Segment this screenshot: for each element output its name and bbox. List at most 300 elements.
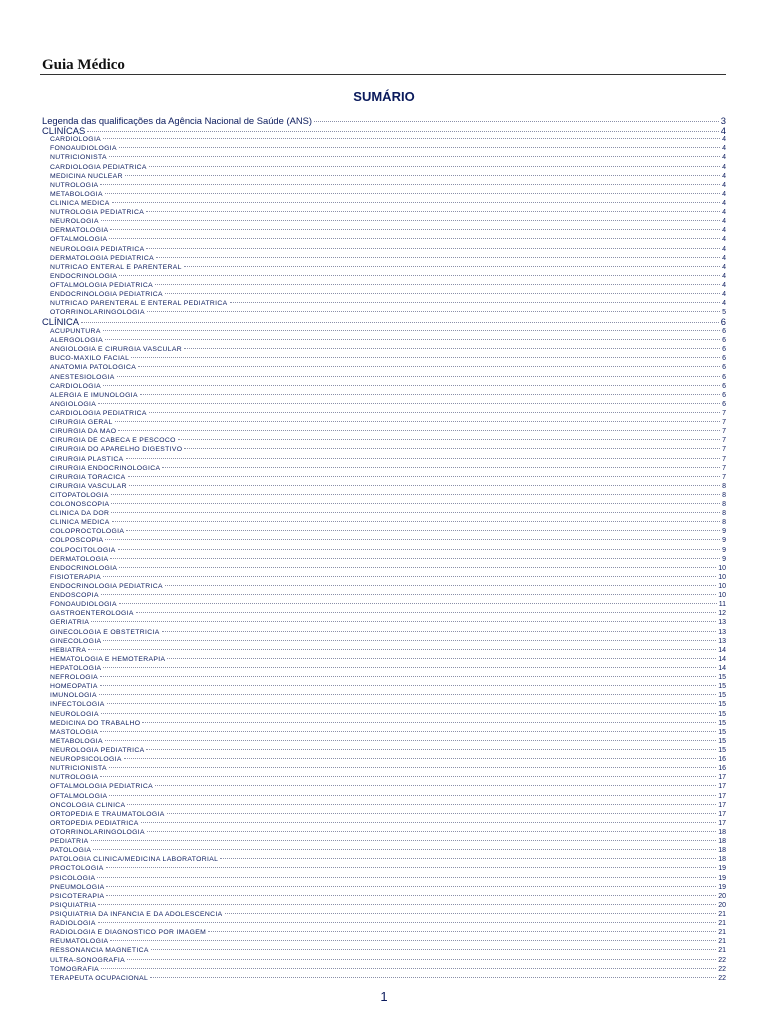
toc-entry-label: CLÍNICA [42,316,79,328]
toc-entry-page-number: 14 [718,665,726,673]
toc-entry-label: NUTRICAO PARENTERAL E ENTERAL PEDIATRICA [50,300,228,308]
toc-entry[interactable] [42,773,726,782]
toc-entry[interactable] [42,555,726,564]
dot-leader [155,785,716,786]
dot-leader [167,658,716,659]
toc-entry[interactable] [42,892,726,901]
toc-entry[interactable] [42,764,726,773]
toc-entry-label: DERMATOLOGIA PEDIATRICA [50,254,154,262]
toc-entry-label: CLINICA MEDICA [50,519,110,527]
dot-leader [165,293,720,294]
toc-entry[interactable] [42,272,726,281]
toc-entry-label: ANATOMIA PATOLOGICA [50,364,137,372]
toc-entry-page-number: 15 [718,747,726,754]
toc-entry[interactable] [42,427,726,436]
dot-leader [118,430,720,431]
document-title: SUMÁRIO [353,89,415,104]
toc-entry[interactable] [42,956,726,965]
toc-entry-label: OFTALMOLOGIA [50,236,108,244]
dot-leader [165,585,716,586]
toc-entry-page-number: 4 [722,300,726,308]
toc-entry-label: FISIOTERAPIA [50,573,102,581]
toc-entry-label: NEUROLOGIA [50,710,99,718]
toc-entry-label: NUTRICIONISTA [50,765,107,773]
toc-entry-page-number: 18 [718,838,726,846]
toc-entry[interactable] [42,646,726,655]
dot-leader [136,612,716,613]
toc-entry[interactable] [42,418,726,427]
toc-entry[interactable] [42,281,726,290]
toc-entry-label: TERAPEUTA OCUPACIONAL [50,974,149,982]
toc-entry[interactable] [42,846,726,855]
dot-leader [97,877,716,878]
toc-entry-page-number: 7 [722,473,726,481]
dot-leader [126,530,720,531]
toc-entry[interactable] [42,308,726,317]
toc-entry-label: Legenda das qualificações da Agência Nacional de Saúde (ANS) [42,115,312,126]
toc-entry-label: CIRURGIA ENDOCRINOLOGICA [50,464,161,472]
toc-entry-page-number: 4 [722,136,726,144]
toc-entry-label: NEFROLOGIA [50,674,99,682]
dot-leader [150,977,716,978]
dot-leader [101,594,716,595]
toc-entry-page-number: 4 [722,209,726,217]
toc-section-entry[interactable] [42,126,726,136]
toc-section-entry[interactable] [42,116,726,126]
toc-entry[interactable] [42,536,726,545]
toc-entry-label: NEUROLOGIA [50,218,99,226]
toc-entry[interactable] [42,710,726,719]
toc-entry-page-number: 6 [722,346,726,354]
toc-entry-page-number: 19 [718,874,726,882]
dot-leader [111,512,720,513]
toc-entry-label: CARDIOLOGIA [50,382,102,390]
toc-entry[interactable] [42,163,726,172]
toc-entry[interactable] [42,199,726,208]
toc-entry-label: GINECOLOGIA [50,637,102,645]
toc-entry[interactable] [42,409,726,418]
dot-leader [105,740,716,741]
toc-entry-page-number: 8 [722,510,726,518]
toc-entry[interactable] [42,910,726,919]
toc-entry-page-number: 13 [718,619,726,627]
toc-entry-label: ANESTESIOLOGIA [50,373,115,381]
toc-entry-label: PSICOTERAPIA [50,892,105,900]
toc-entry-page-number: 4 [722,272,726,280]
toc-entry-label: MASTOLOGIA [50,728,99,736]
toc-entry-page-number: 10 [718,573,726,581]
toc-entry[interactable] [42,527,726,536]
dot-leader [100,731,716,732]
toc-entry[interactable] [42,153,726,162]
dot-leader [208,931,716,932]
toc-entry-label: CARDIOLOGIA [50,136,102,144]
toc-entry-page-number: 15 [718,683,726,691]
toc-entry-label: REUMATOLOGIA [50,938,109,946]
dot-leader [119,147,720,148]
toc-entry-label: ALERGOLOGIA [50,337,103,345]
dot-leader [162,631,717,632]
header-divider [40,74,726,75]
dot-leader [109,238,720,239]
dot-leader [105,539,720,540]
toc-entry[interactable] [42,172,726,181]
dot-leader [100,685,716,686]
dot-leader [101,220,720,221]
toc-entry[interactable] [42,600,726,609]
toc-entry[interactable] [42,455,726,464]
dot-leader [129,485,720,486]
toc-entry[interactable] [42,819,726,828]
toc-entry-page-number: 15 [718,701,726,709]
toc-entry[interactable] [42,354,726,363]
dot-leader [115,421,720,422]
toc-entry-label: NEUROPSICOLOGIA [50,756,122,764]
toc-entry-page-number: 9 [722,528,726,536]
dot-leader [103,667,716,668]
toc-entry-label: OTORRINOLARINGOLOGIA [50,828,145,836]
toc-entry[interactable] [42,974,726,983]
dot-leader [103,138,720,139]
toc-entry-page-number: 17 [718,774,726,782]
header-title: Guia Médico [42,57,125,73]
toc-entry-label: CIRURGIA DA MAO [50,428,117,436]
toc-entry[interactable] [42,445,726,454]
toc-entry[interactable] [42,919,726,928]
toc-entry-page-number: 4 [722,181,726,189]
toc-entry-page-number: 14 [718,646,726,654]
toc-entry[interactable] [42,691,726,700]
dot-leader [98,904,716,905]
toc-entry-page-number: 15 [718,710,726,718]
dot-leader [106,867,717,868]
toc-entry-page-number: 18 [718,828,726,836]
toc-entry-page-number: 16 [718,756,726,764]
toc-entry-label: FONOAUDIOLOGIA [50,145,117,153]
toc-entry-page-number: 9 [722,546,726,554]
toc-entry-page-number: 7 [722,437,726,445]
toc-entry-label: CIRURGIA VASCULAR [50,482,127,490]
toc-entry[interactable] [42,181,726,190]
dot-leader [112,202,720,203]
dot-leader [110,558,720,559]
toc-entry-page-number: 12 [718,610,726,618]
toc-entry[interactable] [42,837,726,846]
toc-entry-page-number: 22 [718,965,726,973]
toc-entry[interactable] [42,901,726,910]
dot-leader [105,339,720,340]
toc-entry-page-number: 15 [718,737,726,745]
toc-entry-label: NUTROLOGIA [50,774,99,782]
dot-leader [81,322,719,323]
toc-entry-label: GASTROENTEROLOGIA [50,610,134,618]
toc-entry-label: CIRURGIA DE CABECA E PESCOCO [50,437,176,445]
toc-entry-label: METABOLOGIA [50,737,103,745]
dot-leader [101,968,716,969]
toc-entry[interactable] [42,782,726,791]
toc-entry[interactable] [42,263,726,272]
dot-leader [105,193,720,194]
dot-leader [140,394,720,395]
toc-entry-label: CIRURGIA GERAL [50,419,113,427]
toc-entry[interactable] [42,208,726,217]
dot-leader [131,357,720,358]
toc-entry[interactable] [42,937,726,946]
toc-entry-label: PEDIATRIA [50,838,89,846]
toc-entry[interactable] [42,801,726,810]
toc-entry-page-number: 9 [722,537,726,545]
dot-leader [184,448,720,449]
dot-leader [167,813,717,814]
toc-entry-page-number: 8 [722,501,726,509]
toc-entry[interactable] [42,810,726,819]
toc-entry-label: ENDOCRINOLOGIA PEDIATRICA [50,583,163,591]
toc-entry-label: MEDICINA DO TRABALHO [50,719,141,727]
toc-entry-page-number: 7 [722,428,726,436]
toc-entry-label: HEMATOLOGIA E HEMOTERAPIA [50,655,166,663]
dot-leader [220,858,716,859]
toc-entry-page-number: 9 [722,555,726,563]
dot-leader [103,385,720,386]
toc-entry-label: DERMATOLOGIA [50,555,109,563]
dot-leader [110,229,720,230]
toc-entry[interactable] [42,464,726,473]
toc-entry-page-number: 7 [722,446,726,454]
toc-entry-label: PATOLOGIA CLINICA/MEDICINA LABORATORIAL [50,856,219,864]
toc-entry[interactable] [42,327,726,336]
toc-entry-page-number: 6 [722,355,726,363]
toc-entry[interactable] [42,792,726,801]
toc-entry[interactable] [42,682,726,691]
dot-leader [156,257,720,258]
toc-entry[interactable] [42,874,726,883]
dot-leader [100,776,716,777]
toc-entry[interactable] [42,655,726,664]
toc-entry[interactable] [42,382,726,391]
toc-entry-page-number: 10 [718,592,726,600]
dot-leader [88,649,716,650]
toc-entry[interactable] [42,226,726,235]
toc-entry-page-number: 8 [722,491,726,499]
toc-entry-label: COLPOSCOPIA [50,537,104,545]
toc-entry-label: CIRURGIA DO APARELHO DIGESTIVO [50,446,183,454]
dot-leader [109,156,720,157]
toc-entry-label: ENDOCRINOLOGIA PEDIATRICA [50,291,163,299]
toc-entry-label: GINECOLOGIA E OBSTETRICIA [50,628,160,636]
toc-entry[interactable] [42,855,726,864]
toc-entry-page-number: 20 [718,892,726,900]
toc-entry[interactable] [42,591,726,600]
dot-leader [230,302,721,303]
toc-entry-label: GERIATRIA [50,619,90,627]
toc-entry[interactable] [42,864,726,873]
toc-entry[interactable] [42,473,726,482]
toc-entry[interactable] [42,190,726,199]
toc-entry-page-number: 7 [722,464,726,472]
dot-leader [112,521,720,522]
toc-entry-page-number: 7 [722,409,726,417]
toc-entry-label: HEPATOLOGIA [50,665,102,673]
toc-entry[interactable] [42,928,726,937]
toc-entry[interactable] [42,564,726,573]
toc-entry-page-number: 4 [722,199,726,207]
toc-entry-page-number: 19 [718,865,726,873]
toc-entry-label: ANGIOLOGIA E CIRURGIA VASCULAR [50,346,182,354]
toc-entry-label: CITOPATOLOGIA [50,491,109,499]
dot-leader [162,467,720,468]
toc-entry[interactable] [42,573,726,582]
toc-entry-page-number: 6 [722,391,726,399]
toc-entry-label: NUTRICIONISTA [50,154,107,162]
toc-entry-label: ENDOSCOPIA [50,592,99,600]
toc-entry[interactable] [42,673,726,682]
toc-entry-page-number: 22 [718,956,726,964]
toc-entry[interactable] [42,482,726,491]
toc-entry[interactable] [42,491,726,500]
dot-leader [101,713,716,714]
dot-leader [184,266,720,267]
toc-entry-label: COLOPROCTOLOGIA [50,528,125,536]
toc-entry-label: ORTOPEDIA PEDIATRICA [50,819,139,827]
toc-entry[interactable] [42,290,726,299]
toc-entry-label: IMUNOLOGIA [50,692,97,700]
toc-entry[interactable] [42,391,726,400]
toc-entry-label: CIRURGIA PLASTICA [50,455,124,463]
toc-entry[interactable] [42,436,726,445]
toc-entry-page-number: 4 [722,218,726,226]
toc-entry[interactable] [42,373,726,382]
toc-entry[interactable] [42,582,726,591]
dot-leader [314,121,719,122]
toc-entry[interactable] [42,546,726,555]
dot-leader [146,211,720,212]
dot-leader [178,439,720,440]
dot-leader [100,184,720,185]
toc-entry[interactable] [42,755,726,764]
toc-entry-label: HEBIATRA [50,646,87,654]
toc-entry-page-number: 4 [722,190,726,198]
toc-entry[interactable] [42,518,726,527]
toc-entry-label: NUTROLOGIA PEDIATRICA [50,209,145,217]
toc-entry[interactable] [42,965,726,974]
table-of-contents [42,116,726,983]
toc-entry-label: NEUROLOGIA PEDIATRICA [50,245,145,253]
dot-leader [98,403,720,404]
toc-entry-label: DERMATOLOGIA [50,227,109,235]
dot-leader [124,758,716,759]
dot-leader [119,275,720,276]
toc-entry[interactable] [42,363,726,372]
toc-entry-label: OFTALMOLOGIA [50,792,108,800]
toc-entry[interactable] [42,500,726,509]
toc-entry-label: ACUPUNTURA [50,327,101,335]
toc-entry[interactable] [42,254,726,263]
toc-entry[interactable] [42,336,726,345]
toc-entry[interactable] [42,728,726,737]
toc-entry-page-number: 22 [718,974,726,982]
dot-leader [106,886,716,887]
dot-leader [93,849,716,850]
dot-leader [126,458,721,459]
toc-entry[interactable] [42,217,726,226]
toc-entry-label: OFTALMOLOGIA PEDIATRICA [50,783,153,791]
toc-entry[interactable] [42,719,726,728]
toc-entry-page-number: 17 [718,810,726,818]
dot-leader [146,749,716,750]
toc-entry[interactable] [42,135,726,144]
dot-leader [138,366,720,367]
toc-entry-page-number: 14 [718,655,726,663]
toc-entry[interactable] [42,946,726,955]
dot-leader [125,175,720,176]
toc-entry-label: ORTOPEDIA E TRAUMATOLOGIA [50,810,165,818]
dot-leader [142,722,716,723]
toc-entry[interactable] [42,509,726,518]
toc-entry[interactable] [42,299,726,308]
toc-entry-page-number: 15 [718,692,726,700]
toc-entry[interactable] [42,618,726,627]
toc-entry[interactable] [42,628,726,637]
dot-leader [127,804,716,805]
toc-entry-page-number: 6 [722,382,726,390]
dot-leader [128,476,721,477]
dot-leader [111,503,720,504]
toc-entry[interactable] [42,609,726,618]
toc-entry-page-number: 10 [718,583,726,591]
toc-entry-page-number: 20 [718,901,726,909]
toc-entry-page-number: 8 [722,519,726,527]
dot-leader [149,166,720,167]
toc-entry-page-number: 6 [722,337,726,345]
toc-entry-label: ENDOCRINOLOGIA [50,272,118,280]
toc-entry-page-number: 15 [718,674,726,682]
toc-entry-page-number: 7 [722,419,726,427]
dot-leader [87,131,719,132]
dot-leader [151,949,716,950]
toc-entry[interactable] [42,737,726,746]
toc-entry-page-number: 17 [718,792,726,800]
toc-entry[interactable] [42,345,726,354]
toc-entry-label: PATOLOGIA [50,847,92,855]
toc-entry-page-number: 4 [720,124,726,136]
dot-leader [110,940,716,941]
toc-entry-label: CARDIOLOGIA PEDIATRICA [50,409,147,417]
dot-leader [98,922,716,923]
dot-leader [147,831,716,832]
toc-entry-label: CLINICA DA DOR [50,510,110,518]
toc-entry-page-number: 21 [718,929,726,937]
toc-entry[interactable] [42,700,726,709]
dot-leader [91,621,716,622]
toc-entry-page-number: 19 [718,883,726,891]
toc-entry[interactable] [42,400,726,409]
toc-entry[interactable] [42,664,726,673]
toc-entry[interactable] [42,883,726,892]
dot-leader [146,248,720,249]
dot-leader [103,576,716,577]
toc-entry[interactable] [42,235,726,244]
toc-entry-label: MEDICINA NUCLEAR [50,172,123,180]
toc-section-entry[interactable] [42,317,726,327]
toc-entry[interactable] [42,828,726,837]
toc-entry[interactable] [42,144,726,153]
toc-entry[interactable] [42,245,726,254]
toc-entry[interactable] [42,746,726,755]
toc-entry[interactable] [42,637,726,646]
toc-entry-page-number: 6 [722,373,726,381]
dot-leader [117,376,721,377]
dot-leader [119,567,716,568]
